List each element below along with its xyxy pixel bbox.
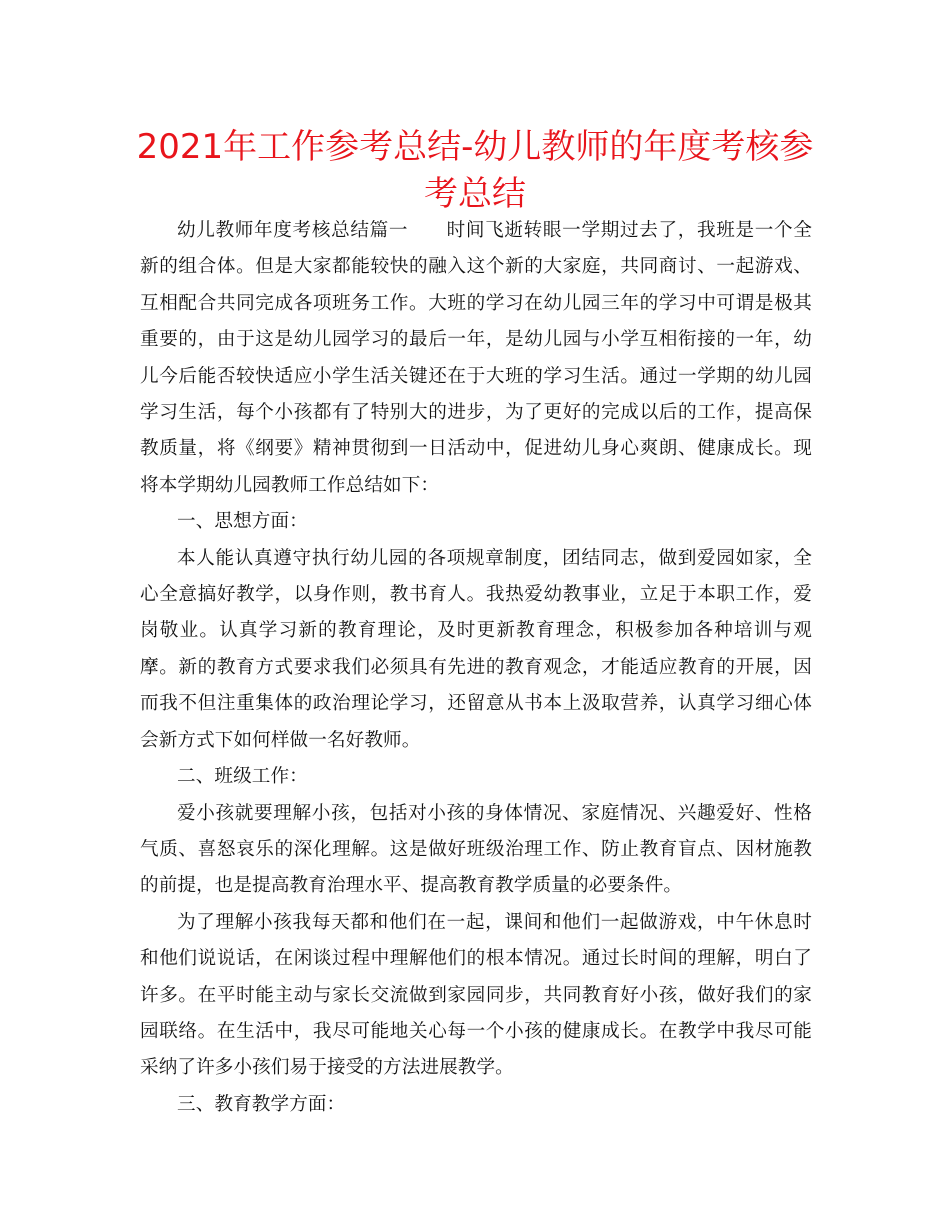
document-body — [140, 213, 812, 1123]
paragraph-class-work-1: 爱小孩就要理解小孩，包括对小孩的身体情况、家庭情况、兴趣爱好、性格气质、喜怒哀乐的深化理解。这是做好班级治理工作、防止教育盲点、因材施教的前提，也是提高教育治理水平、提高教育教学质量的必要条件。 — [140, 802, 812, 897]
paragraph-thought: 本人能认真遵守执行幼儿园的各项规章制度，团结同志，做到爱园如家，全心全意搞好教学，以身作则，教书育人。我热爱幼教事业，立足于本职工作，爱岗敬业。认真学习新的教育理论，及时更新教育理念，积极参加各种培训与观摩。新的教育方式要求我们必须具有先进的教育观念，才能适应教育的开展，因而我不但注重集体的政治理论学习，还留意从书本上汲取营养，认真学习细心体会新方式下如何样做一名好教师。 — [140, 547, 812, 751]
section-heading-class-work: 二、班级工作： — [177, 766, 308, 788]
paragraph-intro: 幼儿教师年度考核总结篇一 时间飞逝转眼一学期过去了，我班是一个全新的组合体。但是大家都能较快的融入这个新的大家庭，共同商讨、一起游戏、互相配合共同完成各项班务工作。大班的学习在幼儿园三年的学习中可谓是极其重要的，由于这是幼儿园学习的最后一年，是幼儿园与小学互相衔接的一年，幼儿今后能否较快适应小学生活关键还在于大班的学习生活。通过一学期的幼儿园学习生活，每个小孩都有了特别大的进步，为了更好的完成以后的工作，提高保教质量，将《纲要》精神贯彻到一日活动中，促进幼儿身心爽朗、健康成长。现将本学期幼儿园教师工作总结如下： — [140, 220, 812, 496]
document-title: 2021年工作参考总结-幼儿教师的年度考核参考总结 — [136, 127, 814, 214]
section-heading-teaching: 三、教育教学方面： — [177, 1093, 346, 1115]
section-heading-thought: 一、思想方面： — [177, 511, 308, 533]
paragraph-class-work-2: 为了理解小孩我每天都和他们在一起，课间和他们一起做游戏，中午休息时和他们说说话，在闲谈过程中理解他们的根本情况。通过长时间的理解，明白了许多。在平时能主动与家长交流做到家园同步，共同教育好小孩，做好我们的家园联络。在生活中，我尽可能地关心每一个小孩的健康成长。在教学中我尽可能采纳了许多小孩们易于接受的方法进展教学。 — [140, 911, 812, 1079]
